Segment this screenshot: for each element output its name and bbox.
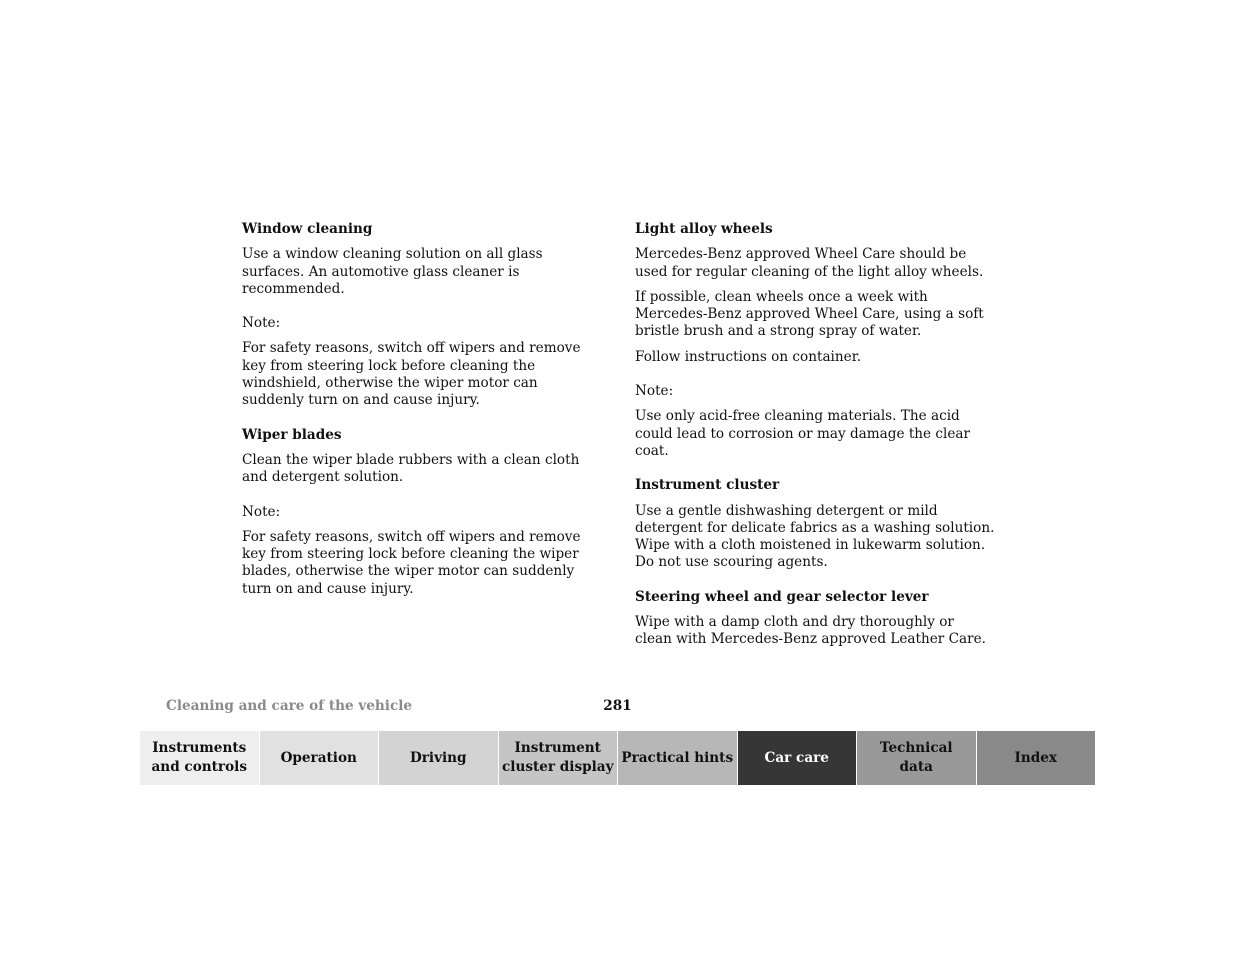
light-alloy-wheels-para3: Follow instructions on container. <box>635 348 862 365</box>
wiper-blades-note-text: For safety reasons, switch off wipers and remove key from steering lock before cleaning the wiper blades, otherwise the wiper motor can suddenly turn on and cause injury. <box>242 528 581 597</box>
light-alloy-wheels-para2: If possible, clean wheels once a week with Mercedes-Benz approved Wheel Care, using a soft bristle brush and a strong spray of water. <box>635 288 984 340</box>
window-cleaning-note-label: Note: <box>242 315 281 332</box>
steering-wheel-heading: Steering wheel and gear selector lever <box>635 588 929 605</box>
light-alloy-wheels-para1: Mercedes-Benz approved Wheel Care should be used for regular cleaning of the light alloy wheels. <box>635 246 984 280</box>
left-column <box>242 221 602 606</box>
wiper-blades-body: Clean the wiper blade rubbers with a clean cloth and detergent solution. <box>242 451 580 486</box>
tab-instrument-cluster-display[interactable]: Instrument cluster display <box>499 731 619 785</box>
window-cleaning-body: Use a window cleaning solution on all glass surfaces. An automotive glass cleaner is recommended. <box>242 246 543 297</box>
instrument-cluster-heading: Instrument cluster <box>635 477 780 494</box>
page-number: 281 <box>603 698 632 714</box>
light-alloy-wheels-note-text: Use only acid-free cleaning materials. The acid could lead to corrosion or may damage the clear coat. <box>635 408 971 459</box>
wiper-blades-heading: Wiper blades <box>242 426 342 443</box>
wiper-blades-note-label: Note: <box>242 503 281 520</box>
window-cleaning-note-text: For safety reasons, switch off wipers and remove key from steering lock before cleaning the windshield, otherwise the wiper motor can suddenly turn on and cause injury. <box>242 340 581 409</box>
tab-index[interactable]: Index <box>977 731 1096 785</box>
section-title: Cleaning and care of the vehicle <box>166 698 413 714</box>
window-cleaning-heading: Window cleaning <box>242 221 373 237</box>
chapter-navigation <box>140 731 1095 785</box>
instrument-cluster-body: Use a gentle dishwashing detergent or mild detergent for delicate fabrics as a washing solution. Wipe with a cloth moistened in lukewarm solution. Do not use scouring agents. <box>635 502 995 571</box>
right-column <box>635 221 995 657</box>
tab-car-care[interactable]: Car care <box>738 731 858 785</box>
tab-instruments-and-controls[interactable]: Instruments and controls <box>140 731 260 785</box>
tab-technical-data[interactable]: Technical data <box>857 731 977 785</box>
tab-practical-hints[interactable]: Practical hints <box>618 731 738 785</box>
tab-operation[interactable]: Operation <box>260 731 380 785</box>
steering-wheel-body: Wipe with a damp cloth and dry thoroughly or clean with Mercedes-Benz approved Leather Care. <box>635 614 986 648</box>
tab-driving[interactable]: Driving <box>379 731 499 785</box>
light-alloy-wheels-heading: Light alloy wheels <box>635 221 773 237</box>
light-alloy-wheels-note-label: Note: <box>635 383 674 400</box>
